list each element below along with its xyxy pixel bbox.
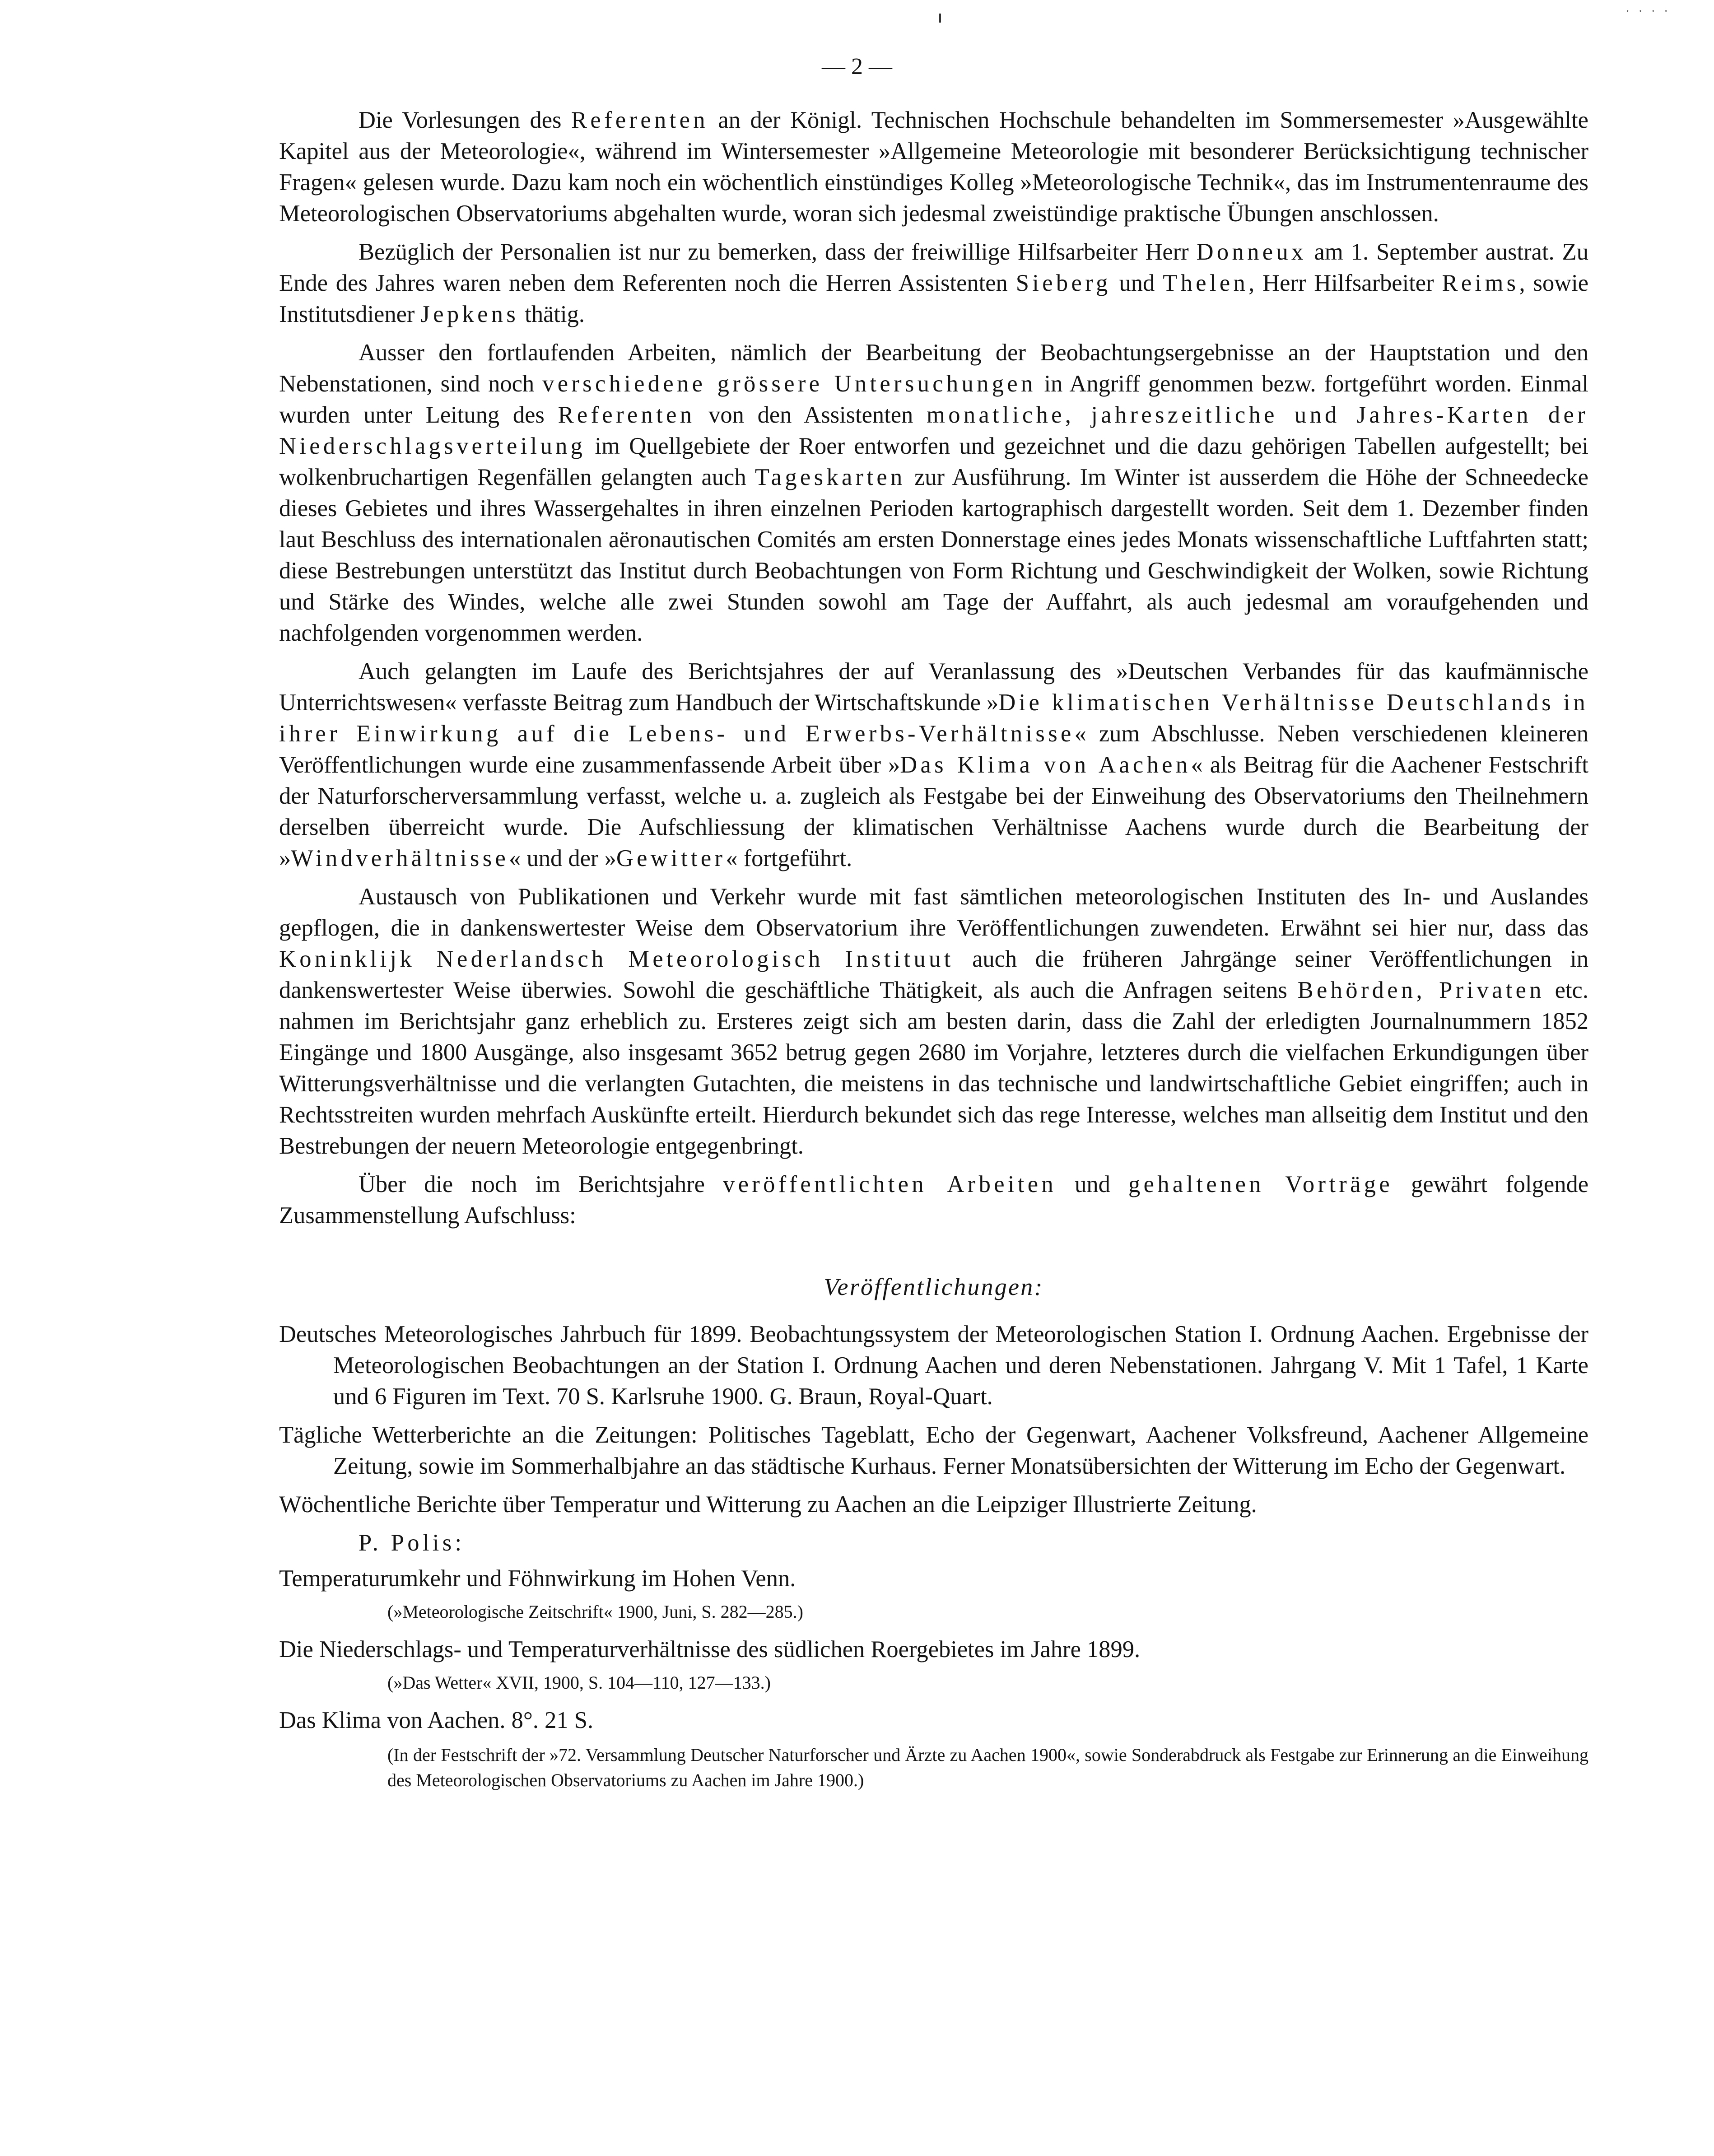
text-run: auch die früheren Jahrgänge seiner Veröffentlichungen in dankenswertester Weise überwies. Sowohl die geschäftliche Thätigkeit, als auch die Anfragen seitens: [279, 946, 1588, 1003]
section-title-publications: Veröffentlichungen:: [824, 1273, 1044, 1300]
text-run: in Angriff genommen bezw. fortgeführt worden. Einmal wurden unter Leitung des: [279, 371, 1588, 428]
emphasized-text: Referenten: [558, 402, 695, 428]
work-title: Temperaturumkehr und Föhnwirkung im Hohen Venn.: [279, 1565, 796, 1592]
publication-entry: Tägliche Wetterberichte an die Zeitungen: Politisches Tageblatt, Echo der Gegenwart, Aachener Volksfreund, Aachener Allgemeine Zeitung, sowie im Sommerhalbjahre an das städtische Kurhaus. Ferner Monatsübersichten der Witterung im Echo der Gegenwart.: [279, 1422, 1588, 1479]
text-run: im Quellgebiete der Roer entworfen und gezeichnet und die dazu gehörigen Tabellen aufgestellt; bei wolkenbruchartigen Regenfällen gelangten auch: [279, 433, 1588, 490]
author-heading: [279, 1527, 1588, 1559]
text-run: zur Ausführung. Im Winter ist ausserdem die Höhe der Schneedecke dieses Gebietes und ihres Wassergehaltes in ihren einzelnen Perioden kartographisch dargestellt worden. Seit dem 1. Dezember finden laut Beschluss des internationalen aëronautischen Comités am ersten Donnerstage eines jedes Monats wissenschaftliche Luftfahrten statt; diese Bestrebungen unterstützt das Institut durch Beobachtungen von Form Richtung und Geschwindigkeit der Wolken, sowie Richtung und Stärke des Windes, welche alle zwei Stunden sowohl am Tage der Auffahrt, als auch jedesmal am voraufgehenden und nachfolgenden vorgenommen werden.: [279, 464, 1588, 646]
text-run: « zum Abschlusse. Neben verschiedenen kleineren Veröffentlichungen wurde eine zusammenfassende Arbeit über »: [279, 721, 1588, 778]
paragraph-investigations: [279, 337, 1588, 649]
text-run: Austausch von Publikationen und Verkehr wurde mit fast sämtlichen meteorologischen Instituten des In- und Auslandes gepflogen, die in dankenswertester Weise dem Observatorium ihre Veröffentlichungen zuwendeten. Erwähnt sei hier nur, dass das: [279, 884, 1588, 941]
emphasized-text: Windverhältnisse: [291, 845, 509, 871]
paragraph-handbook: [279, 656, 1588, 874]
emphasized-text: Koninklijk Nederlandsch Meteorologisch Instituut: [279, 946, 954, 972]
author-name: P. Polis:: [359, 1530, 465, 1556]
emphasized-text: Donneux: [1196, 239, 1307, 265]
emphasized-text: veröffentlichten Arbeiten: [723, 1171, 1057, 1197]
publication-entry: Deutsches Meteorologisches Jahrbuch für 1899. Beobachtungssystem der Meteorologischen Station I. Ordnung Aachen. Ergebnisse der Meteorologischen Beobachtungen an der Station I. Ordnung Aachen und deren Nebenstationen. Jahrgang V. Mit 1 Tafel, 1 Karte und 6 Figuren im Text. 70 S. Karlsruhe 1900. G. Braun, Royal-Quart.: [279, 1321, 1588, 1410]
emphasized-text: verschiedene grössere Untersuchungen: [542, 371, 1036, 397]
text-run: Ausser den fortlaufenden Arbeiten, nämlich der Bearbeitung der Beobachtungsergebnisse an der Hauptstation und den Nebenstationen, sind noch: [279, 340, 1588, 397]
emphasized-text: Thelen: [1163, 270, 1249, 296]
author-works: [279, 1563, 1588, 1793]
text-run: « als Beitrag für die Aachener Festschrift der Naturforscherversammlung verfasst, welche u. a. zugleich als Festgabe bei der Einweihung des Observatoriums den Theilnehmern derselben überreicht wurde. Die Aufschliessung der klimatischen Verhältnisse Aachens wurde durch die Bearbeitung der »: [279, 752, 1589, 871]
emphasized-text: Behörden, Privaten: [1297, 977, 1545, 1003]
publication-list: [279, 1319, 1588, 1520]
work-note: (»Das Wetter« XVII, 1900, S. 104—110, 127—133.): [387, 1672, 771, 1693]
text-run: Über die noch im Berichtsjahre: [359, 1171, 723, 1197]
emphasized-text: Sieberg: [1015, 270, 1111, 296]
top-edge-mark: [939, 14, 941, 23]
emphasized-text: Reims: [1442, 270, 1519, 296]
body-text: [279, 105, 1588, 1231]
page-number: — 2 —: [822, 54, 892, 79]
work-note: (In der Festschrift der »72. Versammlung Deutscher Naturforscher und Ärzte zu Aachen 1900«, sowie Sonderabdruck als Festgabe zur Erinnerung an die Einweihung des Meteorologischen Observatoriums zu Aachen im Jahre 1900.): [387, 1745, 1588, 1790]
emphasized-text: monatliche, jahreszeitliche und Jahres-Karten der Niederschlagsverteilung: [279, 402, 1588, 459]
text-run: und: [1056, 1171, 1128, 1197]
paragraph-exchange: [279, 881, 1588, 1162]
paragraph-lectures: [279, 105, 1588, 229]
emphasized-text: Jepkens: [420, 301, 519, 327]
text-run: , sowie Institutsdiener: [279, 270, 1588, 327]
text-run: thätig.: [519, 301, 585, 327]
text-run: « und der »: [509, 845, 616, 871]
emphasized-text: Tageskarten: [755, 464, 906, 490]
emphasized-text: Referenten: [571, 107, 708, 133]
emphasized-text: Gewitter: [616, 845, 726, 871]
text-run: von den Assistenten: [695, 402, 927, 428]
text-run: am 1. September austrat. Zu Ende des Jahres waren neben dem Referenten noch die Herren Assistenten: [279, 239, 1588, 296]
work-note: (»Meteorologische Zeitschrift« 1900, Juni, S. 282—285.): [387, 1602, 803, 1622]
paragraph-overview: [279, 1169, 1588, 1231]
publication-entry: Wöchentliche Berichte über Temperatur und Witterung zu Aachen an die Leipziger Illustrierte Zeitung.: [279, 1491, 1257, 1518]
scan-mark: · · · ·: [1626, 5, 1671, 19]
paragraph-personnel: [279, 237, 1588, 330]
text-run: an der Königl. Technischen Hochschule behandelten im Sommersemester »Ausgewählte Kapitel aus der Meteorologie«, während im Wintersemester »Allgemeine Meteorologie mit besonderer Berücksichtigung technischer Fragen« gelesen wurde. Dazu kam noch ein wöchentlich einstündiges Kolleg »Meteorologische Technik«, das im Instrumentenraume des Meteorologischen Observatoriums abgehalten wurde, woran sich jedesmal zweistündige praktische Übungen anschlossen.: [279, 107, 1588, 227]
text-run: Bezüglich der Personalien ist nur zu bemerken, dass der freiwillige Hilfsarbeiter Herr: [359, 239, 1197, 265]
text-run: und: [1111, 270, 1163, 296]
text-run: Die Vorlesungen des: [359, 107, 572, 133]
text-run: « fortgeführt.: [726, 845, 852, 871]
emphasized-text: Das Klima von Aachen: [900, 752, 1191, 778]
text-run: Auch gelangten im Laufe des Berichtsjahres der auf Veranlassung des »Deutschen Verbandes für das kaufmännische Unterrichtswesen« verfasste Beitrag zum Handbuch der Wirtschaftskunde »: [279, 658, 1588, 716]
emphasized-text: gehaltenen Vorträge: [1128, 1171, 1393, 1197]
work-title: Das Klima von Aachen. 8°. 21 S.: [279, 1707, 594, 1733]
text-run: gewährt folgende Zusammenstellung Aufschluss:: [279, 1171, 1588, 1229]
page-content: [279, 105, 1588, 1793]
text-run: etc. nahmen im Berichtsjahr ganz erheblich zu. Ersteres zeigt sich am besten darin, dass die Zahl der erledigten Journalnummern 1852 Eingänge und 1800 Ausgänge, also insgesamt 3652 betrug gegen 2680 im Vorjahre, letzteres durch die vielfachen Erkundigungen über Witterungsverhältnisse und die verlangten Gutachten, die meistens in das technische und landwirtschaftliche Gebiet eingriffen; auch in Rechtsstreiten wurden mehrfach Auskünfte erteilt. Hierdurch bekundet sich das rege Interesse, welches man allseitig dem Institut und den Bestrebungen der neuern Meteorologie entgegenbringt.: [279, 977, 1588, 1159]
text-run: , Herr Hilfsarbeiter: [1248, 270, 1442, 296]
work-title: Die Niederschlags- und Temperaturverhältnisse des südlichen Roergebietes im Jahre 1899.: [279, 1636, 1141, 1662]
emphasized-text: Die klimatischen Verhältnisse Deutschlands in ihrer Einwirkung auf die Lebens- und Erwerbs-Verhältnisse: [279, 689, 1588, 747]
